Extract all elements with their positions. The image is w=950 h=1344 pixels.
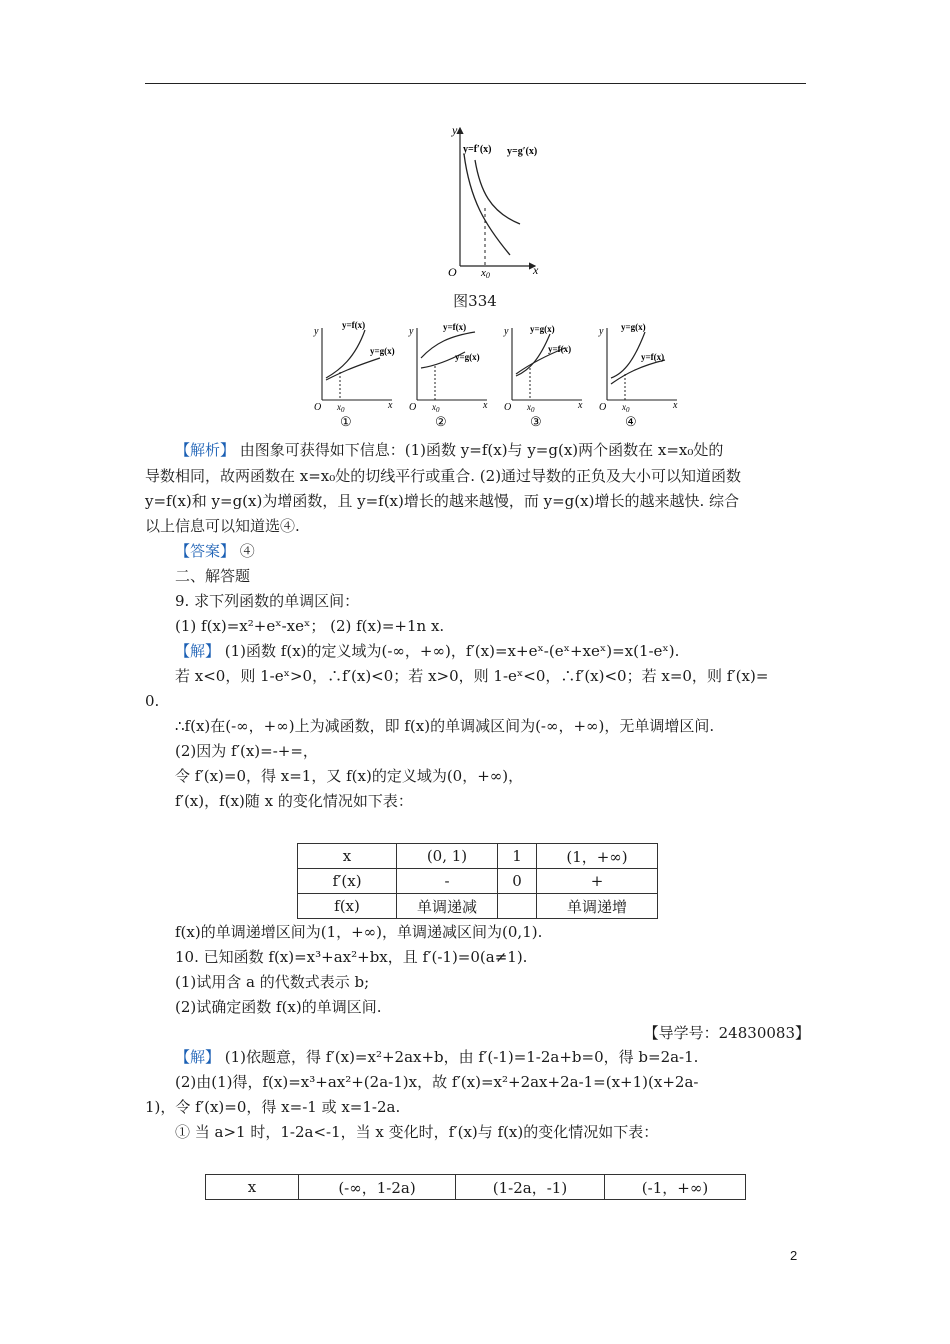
question-10: 10. 已知函数 f(x)=x³+ax²+bx，且 f′(-1)=0(a≠1). (175, 948, 528, 966)
svg-text:x0: $x_0$ (527, 402, 535, 414)
svg-text:y=f(x): y=f(x) (641, 352, 665, 362)
question-10-part-2: (2)试确定函数 f(x)的单调区间. (175, 998, 382, 1016)
svg-text:x0: $x_0$ (337, 402, 345, 414)
question-9: 9. 求下列函数的单调区间： (175, 592, 360, 610)
main-figure (430, 120, 550, 280)
svg-text:y: y (504, 326, 509, 337)
svg-text:x: x (673, 400, 678, 411)
guide-number: 【导学号：24830083】 (643, 1024, 810, 1042)
solution-9-line-1: 【解】 (1)函数 f(x)的定义域为(-∞，+∞)，f′(x)=x+eˣ-(eˣ+xeˣ)=x(1-eˣ). (175, 642, 680, 660)
svg-text:x: x (483, 400, 488, 411)
curve-f-prime (464, 154, 510, 255)
solution-9-line-3: 0. (145, 692, 160, 710)
table-cell: (-1，+∞) (605, 1175, 746, 1200)
table-1 (297, 843, 658, 919)
figure-caption: 图334 (453, 292, 497, 310)
solution-9-line-6: 令 f′(x)=0，得 x=1，又 f(x)的定义域为(0，+∞)， (175, 767, 524, 785)
table-cell: (1，+∞) (537, 844, 658, 869)
svg-text:y: y (409, 326, 414, 337)
header-rule (145, 83, 806, 84)
option-marker: ① (340, 414, 352, 429)
table-cell: 1 (498, 844, 537, 869)
table-cell: 0 (498, 869, 537, 894)
option-1 (313, 320, 395, 429)
answer-line: 【答案】 ④ (175, 542, 255, 560)
analysis-line-4: 以上信息可以知道选④. (145, 517, 300, 535)
svg-text:y=g(x): y=g(x) (530, 324, 555, 334)
solution-tag: 【解】 (175, 1048, 221, 1066)
analysis-line-2: 导数相同，故两函数在 x=x₀处的切线平行或重合. (2)通过导数的正负及大小可以知道函数 (145, 467, 742, 485)
origin-label: O (448, 265, 457, 279)
svg-text:O: O (504, 402, 512, 413)
table-row (298, 869, 658, 894)
solution-10-line-4: ① 当 a>1 时，1-2a<-1，当 x 变化时，f′(x)与 f(x)的变化情况如下表： (175, 1123, 659, 1141)
svg-text:y=g(x): y=g(x) (621, 322, 646, 332)
table-2 (205, 1174, 746, 1200)
svg-text:y=f(x): y=f(x) (342, 320, 366, 330)
table-cell: 单调递减 (397, 894, 498, 919)
solution-10-line-1: 【解】 (1)依题意，得 f′(x)=x²+2ax+b，由 f′(-1)=1-2a+b=0，得 b=2a-1. (175, 1048, 699, 1066)
svg-text:O: O (409, 402, 417, 413)
table-cell: f(x) (298, 894, 397, 919)
svg-text:x: x (578, 400, 583, 411)
analysis-line-1: 【解析】 由图象可获得如下信息：(1)函数 y=f(x)与 y=g(x)两个函数在 x=x₀处的 (175, 441, 724, 459)
solution-10-line-3: 1)，令 f′(x)=0，得 x=-1 或 x=1-2a. (145, 1098, 401, 1116)
option-marker: ② (435, 414, 447, 429)
label-f-prime: y=f′(x) (463, 144, 492, 155)
option-marker: ④ (625, 414, 637, 429)
svg-text:y=g(x): y=g(x) (370, 346, 395, 356)
svg-text:O: O (314, 402, 322, 413)
svg-text:x0: $x_0$ (622, 402, 630, 414)
solution-tag: 【解】 (175, 642, 221, 660)
analysis-tag: 【解析】 (175, 441, 236, 459)
x0-label: x0 (481, 267, 490, 280)
svg-text:O: O (599, 402, 607, 413)
section-heading: 二、解答题 (175, 567, 251, 585)
question-9-parts: (1) f(x)=x²+eˣ-xeˣ； (2) f(x)=+1n x. (175, 617, 445, 635)
option-marker: ③ (530, 414, 542, 429)
svg-text:x: x (388, 400, 393, 411)
solution-9-conclusion: f(x)的单调递增区间为(1，+∞)，单调递减区间为(0,1). (175, 923, 543, 941)
page-number: 2 (790, 1248, 798, 1263)
question-10-part-1: (1)试用含 a 的代数式表示 b; (175, 973, 370, 991)
table-cell: 单调递增 (537, 894, 658, 919)
svg-text:y=f(x): y=f(x) (443, 322, 467, 332)
table-cell: (-∞，1-2a) (299, 1175, 456, 1200)
option-figures (310, 318, 690, 430)
y-axis-label: y (452, 123, 458, 137)
solution-9-line-4: ∴f(x)在(-∞，+∞)上为减函数，即 f(x)的单调减区间为(-∞，+∞)，无单调增区间. (175, 717, 715, 735)
svg-text:y=g(x): y=g(x) (455, 352, 480, 362)
table-cell: - (397, 869, 498, 894)
svg-text:y=f(x): y=f(x) (548, 344, 572, 354)
table-cell: x (298, 844, 397, 869)
analysis-line-3: y=f(x)和 y=g(x)为增函数，且 y=f(x)增长的越来越慢，而 y=g(x)增长的越来越快. 综合 (145, 492, 739, 510)
table-cell (498, 894, 537, 919)
table-cell: (1-2a，-1) (456, 1175, 605, 1200)
table-cell: x (206, 1175, 299, 1200)
table-row (298, 894, 658, 919)
table-row (206, 1175, 746, 1200)
solution-9-line-5: (2)因为 f′(x)=-+=， (175, 742, 318, 760)
svg-text:y: y (314, 326, 319, 337)
table-row (298, 844, 658, 869)
answer-tag: 【答案】 (175, 542, 236, 560)
svg-text:y: y (599, 326, 604, 337)
solution-10-line-2: (2)由(1)得，f(x)=x³+ax²+(2a-1)x，故 f′(x)=x²+2ax+2a-1=(x+1)(x+2a- (175, 1073, 699, 1091)
svg-text:x0: $x_0$ (432, 402, 440, 414)
solution-9-line-7: f′(x)，f(x)随 x 的变化情况如下表： (175, 792, 413, 810)
x-axis-label: x (533, 263, 539, 277)
label-g-prime: y=g′(x) (507, 146, 538, 157)
option-2 (408, 322, 488, 429)
solution-9-line-2: 若 x<0，则 1-eˣ>0，∴f′(x)<0；若 x>0，则 1-eˣ<0，∴f′(x)<0；若 x=0，则 f′(x)= (175, 667, 769, 685)
table-cell: + (537, 869, 658, 894)
table-cell: f′(x) (298, 869, 397, 894)
table-cell: (0, 1) (397, 844, 498, 869)
option-3 (503, 324, 583, 429)
option-4 (598, 322, 678, 429)
